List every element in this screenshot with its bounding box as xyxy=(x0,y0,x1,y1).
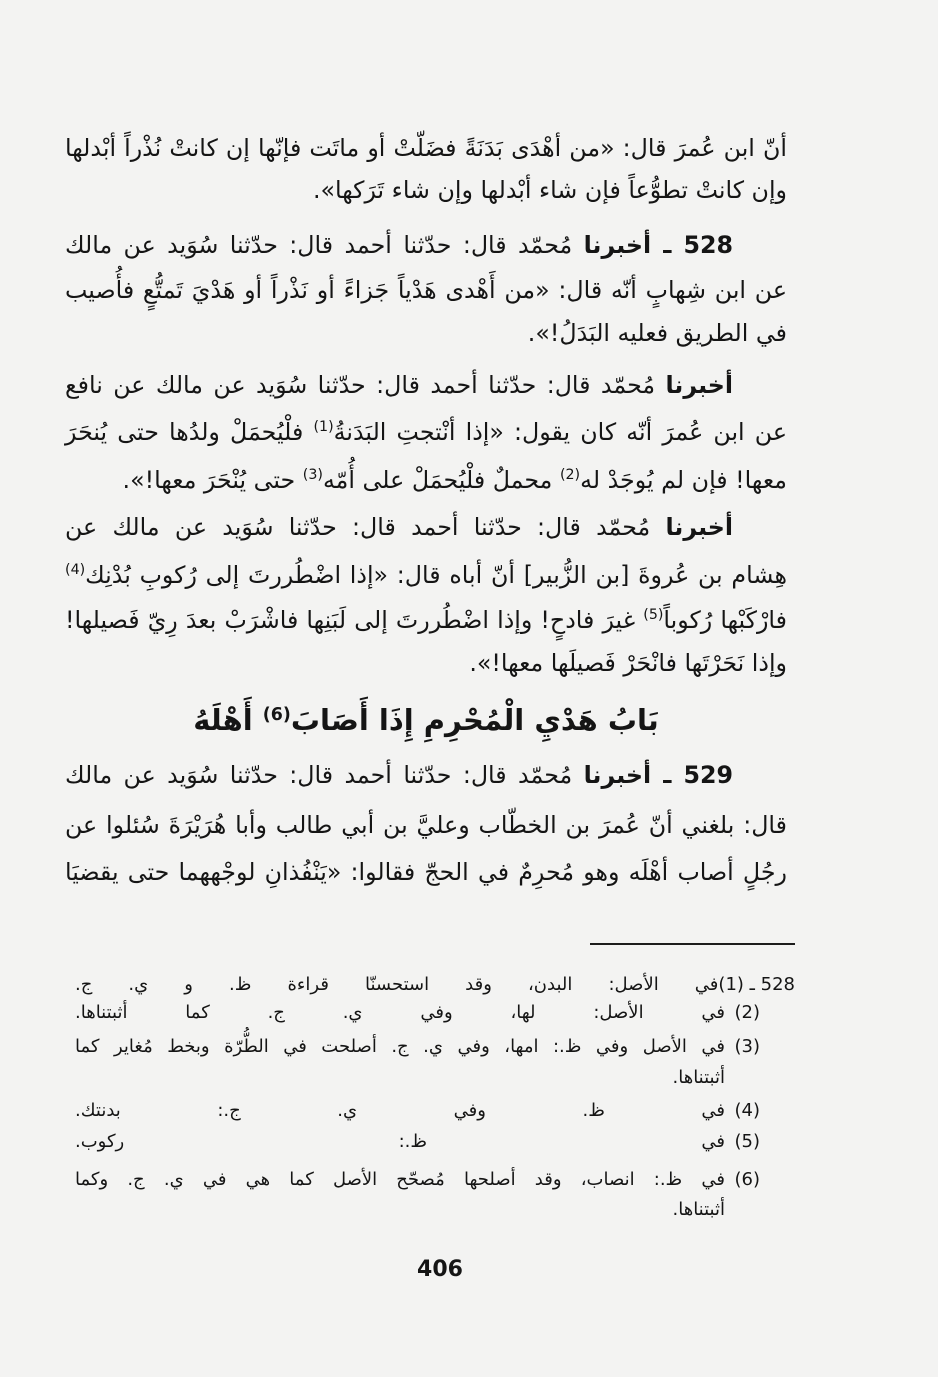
text-line xyxy=(65,507,733,547)
footnote-ref: (4) xyxy=(65,562,86,579)
text-segment: مُحمّد قال: حدّثنا أحمد قال: حدّثنا سُوَيد عن مالك xyxy=(65,761,573,789)
text-segment: حتى يُنْحَرَ معها!». xyxy=(122,466,296,494)
hadith-lead: أخبرنا xyxy=(665,513,733,541)
text-line: قال: بلغني أنّ عُمرَ بن الخطّاب وعليَّ بن أبي طالب وأبا هُرَيْرَةَ سُئلوا عن xyxy=(65,811,787,839)
chapter-heading xyxy=(65,692,787,753)
text-segment: مُحمّد قال: حدّثنا أحمد قال: حدّثنا سُوَيد عن مالك عن xyxy=(65,513,651,541)
heading-text: بَابُ هَدْيِ الْمُحْرِمِ إِذَا أَصَابَ xyxy=(290,703,659,737)
footnote-ref: (3) xyxy=(302,467,323,484)
footnote-marker: (5) xyxy=(734,1131,760,1152)
footnote-ref: (2) xyxy=(559,467,581,484)
page-number: 406 xyxy=(417,1257,463,1282)
text-line: في الطريق فعليه البَدَلُ!». xyxy=(527,319,787,347)
footnote-text: في الأصل: البدن، وقد استحسنّا قراءة ظ. و ي. ج. xyxy=(75,974,719,995)
text-segment: فلْيُحمَلْ ولدُها حتى يُنحَرَ xyxy=(65,418,304,446)
footnote xyxy=(75,1165,760,1195)
footnote xyxy=(75,1032,760,1062)
text-segment: فارْكَبْها رُكوباً xyxy=(663,606,787,634)
text-line xyxy=(65,412,787,456)
footnote xyxy=(75,1127,760,1157)
footnote-marker: (2) xyxy=(734,1002,760,1023)
text-segment: معها! فإن لم يُوجَدْ له xyxy=(580,466,787,494)
footnote-marker: (6) xyxy=(734,1169,760,1190)
text-segment: غيرَ فادحٍ! وإذا اضْطُررتَ إلى لَبَنِها فاشْرَبْ بعدَ رِيّ فَصيلها! xyxy=(65,606,636,634)
text-segment: محملٌ فلْيُحمَلْ على أُمّه xyxy=(322,466,553,494)
footnote-ref: (6) xyxy=(262,704,291,725)
footnote-continuation: أثبتناها. xyxy=(672,1199,725,1220)
hadith-lead: 529 ـ أخبرنا xyxy=(583,761,733,789)
hadith-lead: أخبرنا xyxy=(665,371,733,399)
text-segment: عن ابن عُمرَ أنّه كان يقول: «إذا أنْتجتِ البَدَنةُ xyxy=(333,418,787,446)
heading-text: أَهْلَهُ xyxy=(193,703,253,737)
footnote-text: في ظ.: انصاب، وقد أصلحها مُصحّح الأصل كما هي في ي. ج. وكما xyxy=(75,1169,725,1190)
text-line: وإذا نَحَرْتَها فانْحَرْ فَصيلَها معها!». xyxy=(469,649,787,677)
footnote xyxy=(75,970,795,1000)
footnote-text: في الأصل وفي ظ.: امها، وفي ي. ج. أصلحت في الطُّرّة وبخط مُغاير كما xyxy=(75,1036,725,1057)
text-segment: مُحمّد قال: حدّثنا أحمد قال: حدّثنا سُوَيد عن مالك xyxy=(65,231,573,259)
text-segment: مُحمّد قال: حدّثنا أحمد قال: حدّثنا سُوَيد عن مالك عن نافع xyxy=(65,371,656,399)
footnote-ref: (1) xyxy=(313,419,334,436)
text-line: وإن كانتْ تطوُّعاً فإن شاء أبْدلها وإن شاء تَرَكها». xyxy=(312,176,787,204)
footnote-rule xyxy=(590,943,795,945)
footnote xyxy=(75,1096,760,1126)
text-line: رجُلٍ أصاب أهْلَه وهو مُحرِمٌ في الحجّ فقالوا: «يَنْفُذانِ لوجْههما حتى يقضيَا xyxy=(65,858,787,886)
footnote-marker: (4) xyxy=(734,1100,760,1121)
text-line xyxy=(65,460,787,504)
text-segment: هِشام بن عُروةَ [بن الزُّبير] أنّ أباه قال: «إذا اضْطُررتَ إلى رُكوبِ بُدْنِك xyxy=(85,561,787,589)
text-line xyxy=(65,555,787,599)
hadith-lead: 528 ـ أخبرنا xyxy=(583,231,733,259)
text-line xyxy=(65,755,733,795)
footnote-text: في الأصل: لها، وفي ي. ج. كما أثبتناها. xyxy=(75,1002,725,1023)
footnote xyxy=(75,998,760,1028)
footnote-continuation: أثبتناها. xyxy=(672,1067,725,1088)
footnote-marker: (3) xyxy=(734,1036,760,1057)
footnote-text: في ظ. وفي ي. ج.: بدنتك. xyxy=(75,1100,725,1121)
text-line xyxy=(65,600,787,644)
text-line: عن ابن شِهابٍ أنّه قال: «من أَهْدى هَدْياً جَزاءً أو نَذْراً أو هَدْيَ تَمتُّعٍ فأُصيب xyxy=(65,276,787,304)
text-line: أنّ ابن عُمرَ قال: «من أهْدَى بَدَنَةً فضَلّتْ أو ماتَت فإنّها إن كانتْ نُذْراً أبْدلها xyxy=(65,134,787,162)
text-line xyxy=(65,365,733,405)
footnote-ref: (5) xyxy=(643,607,664,624)
text-line xyxy=(65,225,733,265)
footnote-marker: 528 ـ (1) xyxy=(718,974,795,995)
footnote-text: في ظ.: ركوب. xyxy=(75,1131,725,1152)
